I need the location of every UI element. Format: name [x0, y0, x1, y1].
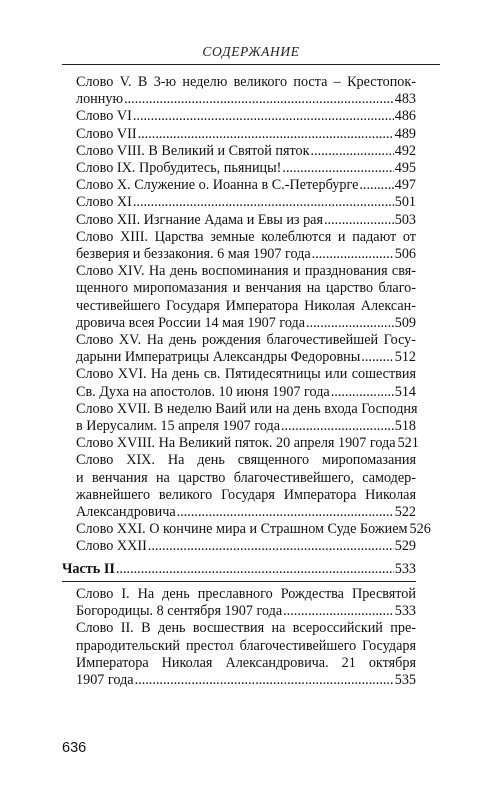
- dot-leader: [282, 160, 393, 177]
- entry-line: Слово II. В день восшествия на всероссийский пре-: [76, 620, 416, 637]
- part-1-entries: [76, 74, 431, 556]
- header-rule: [62, 64, 440, 65]
- entry-line: Слово XIV. На день воспоминания и празднования свя-: [76, 263, 416, 280]
- entry-line: жавнейшего великого Государя Императора Николая: [76, 486, 416, 503]
- table-of-contents: [62, 74, 431, 689]
- entry-title: Слово XXI. О кончине мира и Страшном Суде Божием: [76, 521, 408, 538]
- dot-leader: [310, 143, 393, 160]
- entry-title: Слово XVIII. На Великий пяток. 20 апреля 1907 года: [76, 435, 396, 452]
- entry-title: Слово VI: [76, 108, 132, 125]
- entry-title: в Иерусалим. 15 апреля 1907 года: [76, 418, 280, 435]
- page-number: 495: [394, 160, 416, 177]
- toc-entry[interactable]: [76, 586, 416, 620]
- entry-last-line: [76, 194, 416, 211]
- dot-leader: [133, 108, 394, 125]
- entry-title: Слово X. Служение о. Иоанна в С.-Петербурге: [76, 177, 359, 194]
- page-number: 535: [394, 671, 416, 688]
- entry-line: Слово I. На день преславного Рождества Пресвятой: [76, 585, 416, 602]
- entry-line: щенного миропомазания и венчания на царство благо-: [76, 280, 416, 297]
- entry-title: Александровича: [76, 504, 176, 521]
- page-folio: 636: [62, 740, 87, 756]
- entry-last-line: [76, 435, 419, 452]
- part-2-entries: [76, 586, 416, 689]
- toc-entry[interactable]: [76, 263, 416, 332]
- entry-last-line: [76, 538, 416, 555]
- entry-last-line: [76, 672, 416, 689]
- dot-leader: [331, 384, 394, 401]
- entry-line: прародительский престол благочестивейшего Государя: [76, 637, 416, 654]
- dot-leader: [359, 177, 393, 194]
- entry-last-line: [76, 160, 416, 177]
- page-number: 518: [394, 418, 416, 435]
- page-number: 512: [394, 349, 416, 366]
- entry-title: 1907 года: [76, 671, 134, 688]
- entry-last-line: [76, 521, 431, 538]
- page-number: 506: [394, 246, 416, 263]
- toc-entry[interactable]: [76, 212, 416, 229]
- dot-leader: [124, 91, 394, 108]
- toc-entry[interactable]: [76, 452, 416, 521]
- entry-title: Св. Духа на апостолов. 10 июня 1907 года: [76, 383, 330, 400]
- entry-title: Слово XII. Изгнание Адама и Евы из рая: [76, 211, 323, 228]
- entry-last-line: [76, 91, 416, 108]
- page-number: 522: [394, 504, 416, 521]
- toc-entry[interactable]: [76, 177, 416, 194]
- entry-last-line: [76, 108, 416, 125]
- entry-line: Слово XVII. В неделю Ваий или на день входа Господня: [76, 400, 418, 417]
- toc-entry[interactable]: [76, 74, 416, 108]
- entry-title: Слово VII: [76, 125, 137, 142]
- entry-last-line: [76, 349, 416, 366]
- dot-leader: [281, 418, 394, 435]
- entry-last-line: [76, 418, 416, 435]
- entry-line: Слово XV. На день рождения благочестивейшей Госу-: [76, 332, 416, 349]
- entry-line: Слово V. В 3-ю неделю великого поста – Крестопок-: [76, 74, 416, 90]
- part-title: Часть II: [62, 560, 115, 577]
- toc-entry[interactable]: [76, 126, 416, 143]
- toc-entry[interactable]: [76, 332, 416, 366]
- dot-leader: [116, 561, 394, 578]
- entry-line: Слово XVI. На день св. Пятидесятницы или сошествия: [76, 366, 416, 383]
- entry-title: безверия и беззакония. 6 мая 1907 года: [76, 246, 311, 263]
- page-number: 521: [397, 435, 419, 452]
- dot-leader: [177, 504, 394, 521]
- dot-leader: [135, 672, 394, 689]
- entry-last-line: [76, 212, 416, 229]
- toc-entry[interactable]: [76, 194, 416, 211]
- page-number: 492: [394, 142, 416, 159]
- toc-entry[interactable]: [76, 521, 431, 538]
- entry-title: Слово XXII: [76, 538, 147, 555]
- running-header: СОДЕРЖАНИЕ: [202, 44, 300, 59]
- toc-entry[interactable]: [76, 108, 416, 125]
- dot-leader: [324, 212, 394, 229]
- toc-entry[interactable]: [76, 143, 416, 160]
- entry-last-line: [76, 126, 416, 143]
- entry-title: дарыни Императрицы Александры Федоровны: [76, 349, 361, 366]
- page-number: 509: [394, 314, 416, 331]
- toc-entry[interactable]: [76, 401, 416, 435]
- page-number: 514: [394, 383, 416, 400]
- toc-entry[interactable]: [76, 229, 416, 263]
- entry-title: Слово IX. Пробудитесь, пьяницы!: [76, 160, 282, 177]
- entry-last-line: [76, 246, 416, 263]
- dot-leader: [133, 194, 394, 211]
- entry-last-line: [76, 143, 416, 160]
- dot-leader: [148, 538, 394, 555]
- dot-leader: [312, 246, 394, 263]
- toc-entry[interactable]: [76, 160, 416, 177]
- entry-last-line: [76, 315, 416, 332]
- entry-line: честивейшего Государя Императора Николая Алексан-: [76, 297, 416, 314]
- entry-line: и венчания на царство благочестивейшего, самодер-: [76, 469, 416, 486]
- entry-title: лонную: [76, 91, 124, 108]
- entry-last-line: [76, 384, 416, 401]
- entry-last-line: [76, 504, 416, 521]
- page-number: 529: [394, 538, 416, 555]
- entry-last-line: [76, 177, 416, 194]
- entry-title: дровича всея России 14 мая 1907 года: [76, 314, 306, 331]
- page-number: 533: [394, 603, 416, 620]
- entry-line: Императора Николая Александровича. 21 октября: [76, 654, 416, 671]
- entry-title: Богородицы. 8 сентября 1907 года: [76, 603, 283, 620]
- entry-title: Слово XI: [76, 194, 132, 211]
- entry-line: Слово XIII. Царства земные колеблются и падают от: [76, 228, 416, 245]
- toc-entry[interactable]: [76, 435, 419, 452]
- page-number: 489: [394, 125, 416, 142]
- toc-entry[interactable]: [76, 620, 416, 689]
- dot-leader: [306, 315, 394, 332]
- page-number: 533: [394, 560, 416, 577]
- dot-leader: [138, 126, 394, 143]
- page-number: 497: [394, 177, 416, 194]
- page-number: 483: [394, 91, 416, 108]
- part-rule: [62, 581, 416, 582]
- entry-title: Слово VIII. В Великий и Святой пяток: [76, 142, 310, 159]
- part-2-heading[interactable]: [62, 561, 416, 578]
- page-number: 501: [394, 194, 416, 211]
- page-number: 503: [394, 211, 416, 228]
- entry-last-line: [76, 603, 416, 620]
- dot-leader: [283, 603, 394, 620]
- entry-line: Слово XIX. На день священного миропомазания: [76, 452, 416, 469]
- dot-leader: [361, 349, 393, 366]
- page-number: 526: [409, 521, 431, 538]
- toc-entry[interactable]: [76, 366, 416, 400]
- page-number: 486: [394, 108, 416, 125]
- toc-entry[interactable]: [76, 538, 416, 555]
